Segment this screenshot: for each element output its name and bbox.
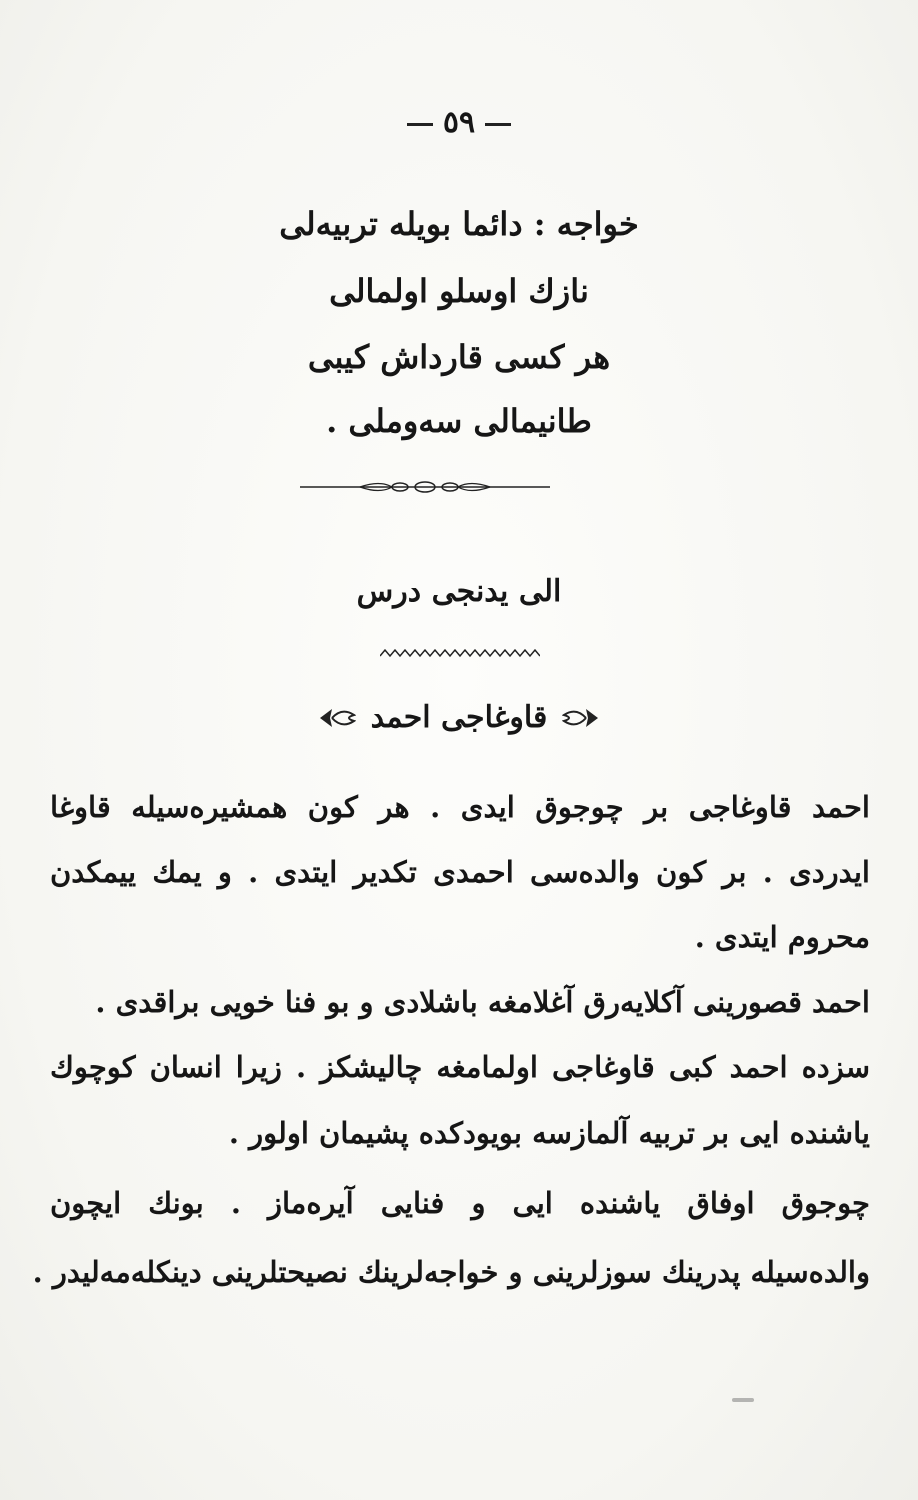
page-number-dash-right bbox=[485, 123, 511, 126]
paragraph-1-line-2: ايدردى . بر كون والده‌سى احمدى تكدير ايتدى . و يمك ييمكدن bbox=[50, 855, 870, 889]
paragraph-4-line-2: والده‌سيله پدرينك سوزلرينى و خواجه‌لرينك نصيحتلرينى دينكله‌مه‌ليدر . bbox=[32, 1255, 870, 1289]
print-speck bbox=[732, 1398, 754, 1402]
ornamental-divider bbox=[300, 478, 550, 496]
lesson-title: الى يدنجى درس bbox=[356, 574, 562, 609]
paragraph-3-line-1: سزده احمد كبى قاوغاجى اولمامغه چاليشكز . زيرا انسان كوچوك bbox=[50, 1050, 870, 1084]
paragraph-1-line-3: محروم ايتدى . bbox=[694, 920, 870, 954]
poem-line-4: طانيمالى سه‌وملى . bbox=[326, 402, 592, 440]
flourish-left-icon bbox=[318, 705, 356, 731]
poem-line-3: هر كسى قارداش كيبى bbox=[307, 338, 611, 376]
story-title: قاوغاجى احمد bbox=[370, 700, 548, 735]
page-number-dash-left bbox=[407, 123, 433, 126]
poem-line-1: خواجه : دائما بويله تربيه‌لى bbox=[279, 205, 639, 243]
paragraph-1-line-1: احمد قاوغاجى بر چوجوق ايدى . هر كون همشيره‌سيله قاوغا bbox=[50, 790, 870, 824]
page-number-value: ٥٩ bbox=[442, 105, 476, 140]
page-number bbox=[0, 105, 918, 140]
paragraph-2-line-1: احمد قصورينى آكلايه‌رق آغلامغه باشلادى و بو فنا خويى براقدى . bbox=[95, 985, 870, 1019]
story-title-row bbox=[0, 700, 918, 735]
paragraph-3-line-2: ياشنده ايى بر تربيه آلمازسه بويودكده پشيمان اولور . bbox=[228, 1116, 870, 1150]
paragraph-4-line-1: چوجوق اوفاق ياشنده ايى و فنايى آيره‌ماز . بونك ايچون bbox=[50, 1186, 870, 1220]
zigzag-underline bbox=[380, 646, 540, 660]
poem-line-2: نازك اوسلو اولمالى bbox=[329, 272, 589, 310]
flourish-right-icon bbox=[562, 705, 600, 731]
